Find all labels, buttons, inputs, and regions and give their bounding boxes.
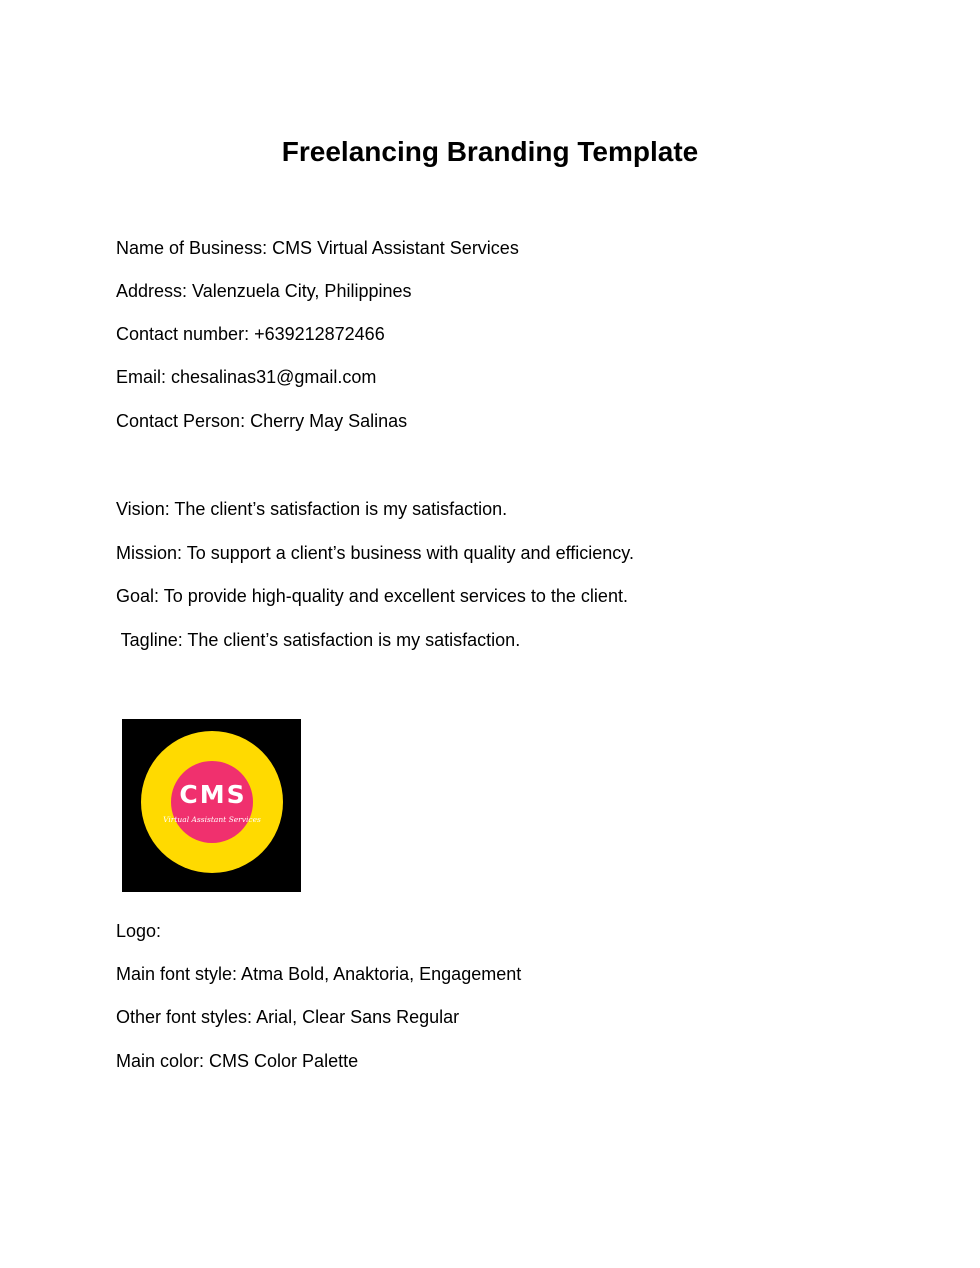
- mission-statement: Mission: To support a client’s business with quality and efficiency.: [116, 543, 634, 563]
- business-name: Name of Business: CMS Virtual Assistant Services: [116, 238, 519, 258]
- logo-sub-text: Virtual Assistant Services: [163, 815, 261, 824]
- main-color: Main color: CMS Color Palette: [116, 1051, 359, 1071]
- email: Email: chesalinas31@gmail.com: [116, 367, 377, 387]
- page-title: Freelancing Branding Template: [281, 136, 699, 167]
- logo-main-text: CMS: [179, 780, 247, 809]
- logo-label: Logo:: [116, 921, 162, 941]
- goal-statement: Goal: To provide high-quality and excellent services to the client.: [116, 586, 628, 606]
- cms-logo: [122, 719, 301, 892]
- tagline: Tagline: The client’s satisfaction is my satisfaction.: [116, 630, 521, 650]
- contact-person: Contact Person: Cherry May Salinas: [116, 411, 408, 431]
- other-font-styles: Other font styles: Arial, Clear Sans Regular: [116, 1007, 460, 1027]
- vision-statement: Vision: The client’s satisfaction is my satisfaction.: [116, 499, 508, 519]
- contact-number: Contact number: +639212872466: [116, 324, 385, 344]
- cms-logo-graphic: [122, 719, 301, 892]
- business-address: Address: Valenzuela City, Philippines: [116, 281, 412, 301]
- main-font-style: Main font style: Atma Bold, Anaktoria, Engagement: [116, 964, 522, 984]
